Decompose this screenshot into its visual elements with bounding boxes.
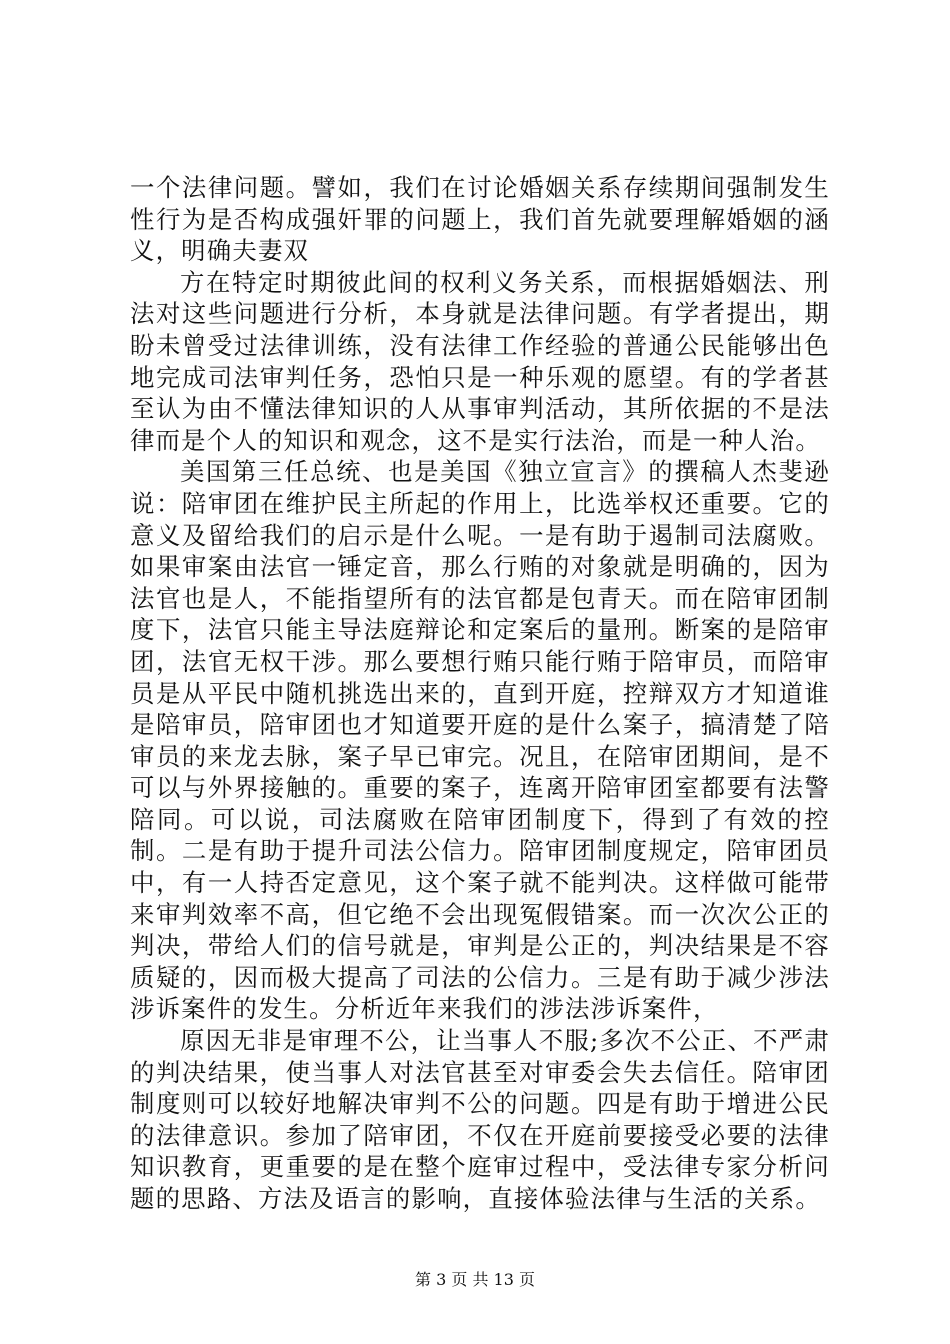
- paragraph-4: 原因无非是审理不公，让当事人不服;多次不公正、不严肃的判决结果，使当事人对法官甚至对审委会失去信任。陪审团制度则可以较好地解决审判不公的问题。四是有助于增进公民的法律意识。参加了陪审团，不仅在开庭前要接受必要的法律知识教育，更重要的是在整个庭审过程中，受法律专家分析问题的思路、方法及语言的影响，直接体验法律与生活的关系。: [130, 1026, 830, 1213]
- paragraph-2: 方在特定时期彼此间的权利义务关系，而根据婚姻法、刑法对这些问题进行分析，本身就是法律问题。有学者提出，期盼未曾受过法律训练，没有法律工作经验的普通公民能够出色地完成司法审判任务，恐怕只是一种乐观的愿望。有的学者甚至认为由不懂法律知识的人从事审判活动，其所依据的不是法律而是个人的知识和观念，这不是实行法治，而是一种人治。: [130, 267, 830, 455]
- paragraph-1: 一个法律问题。譬如，我们在讨论婚姻关系存续期间强制发生性行为是否构成强奸罪的问题上，我们首先就要理解婚姻的涵义，明确夫妻双: [130, 173, 830, 266]
- paragraph-3: 美国第三任总统、也是美国《独立宣言》的撰稿人杰斐逊说：陪审团在维护民主所起的作用上，比选举权还重要。它的意义及留给我们的启示是什么呢。一是有助于遏制司法腐败。如果审案由法官一锤定音，那么行贿的对象就是明确的，因为法官也是人，不能指望所有的法官都是包青天。而在陪审团制度下，法官只能主导法庭辩论和定案后的量刑。断案的是陪审团，法官无权干涉。那么要想行贿只能行贿于陪审员，而陪审员是从平民中随机挑选出来的，直到开庭，控辩双方才知道谁是陪审员，陪审团也才知道要开庭的是什么案子，搞清楚了陪审员的来龙去脉，案子早已审完。况且，在陪审团期间，是不可以与外界接触的。重要的案子，连离开陪审团室都要有法警陪同。可以说，司法腐败在陪审团制度下，得到了有效的控制。二是有助于提升司法公信力。陪审团制度规定，陪审团员中，有一人持否定意见，这个案子就不能判决。这样做可能带来审判效率不高，但它绝不会出现冤假错案。而一次次公正的判决，带给人们的信号就是，审判是公正的，判决结果是不容质疑的，因而极大提高了司法的公信力。三是有助于减少涉法涉诉案件的发生。分析近年来我们的涉法涉诉案件，: [130, 457, 830, 1024]
- page-number-footer: 第 3 页 共 13 页: [415, 1270, 535, 1289]
- document-body: [130, 172, 830, 1215]
